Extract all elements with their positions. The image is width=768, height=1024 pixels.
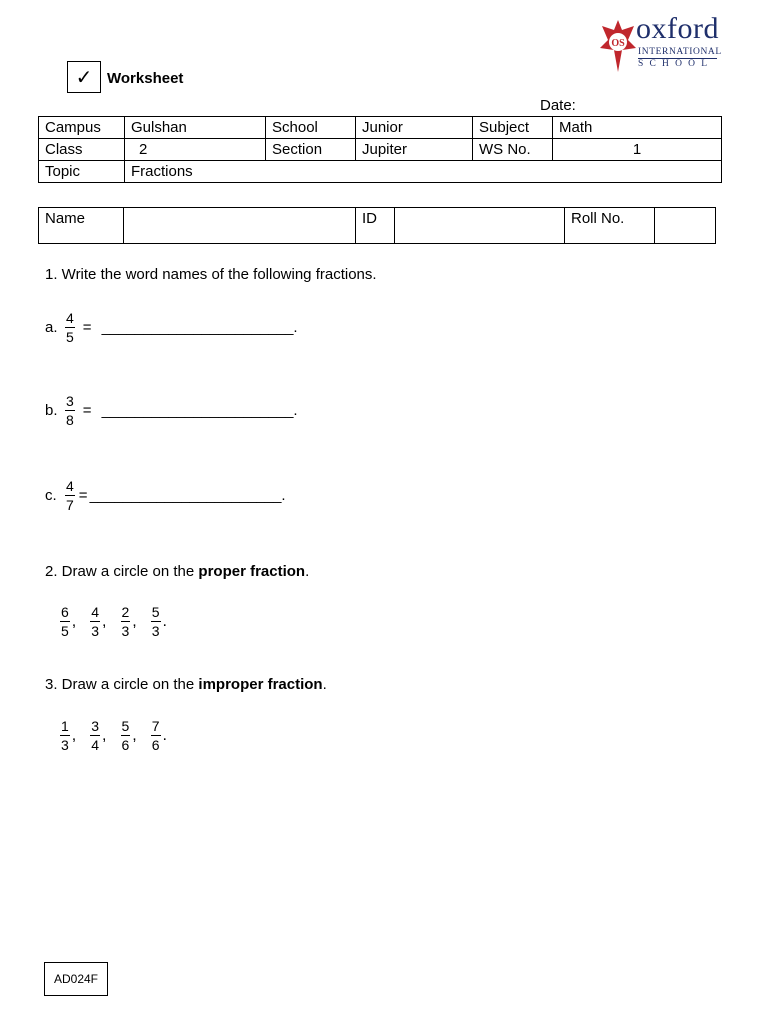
fraction[interactable] [151, 718, 161, 753]
question-3-text [45, 676, 327, 693]
separator: , [71, 612, 77, 630]
fraction[interactable] [121, 604, 131, 639]
cell-topic-label: Topic [39, 161, 125, 183]
fraction[interactable] [60, 604, 70, 639]
separator: , [132, 726, 137, 744]
denominator: 5 [61, 623, 69, 639]
logo-line-school: SCHOOL [638, 59, 714, 69]
table-row [39, 161, 722, 183]
fraction[interactable] [90, 604, 100, 639]
name-label: Name [39, 208, 124, 244]
fraction [65, 478, 75, 513]
denominator: 3 [61, 737, 69, 753]
separator: , [102, 612, 107, 630]
cell-wsno-label: WS No. [473, 139, 553, 161]
name-field[interactable] [124, 208, 356, 244]
cell-school-value: Junior [356, 117, 473, 139]
separator: , [71, 726, 77, 744]
cell-topic-value: Fractions [125, 161, 722, 183]
logo-wordmark: oxford [636, 12, 719, 45]
roll-no-label: Roll No. [565, 208, 655, 244]
numerator: 5 [151, 604, 160, 620]
cell-section-value: Jupiter [356, 139, 473, 161]
table-row [39, 117, 722, 139]
equals-sign: = [82, 319, 92, 336]
denominator: 8 [66, 412, 74, 428]
q2-fraction-list [60, 604, 167, 639]
equals-sign: = [78, 487, 88, 504]
fraction[interactable] [60, 718, 70, 753]
student-info-table [38, 207, 716, 244]
denominator: 3 [151, 623, 160, 639]
q3-fraction-list [60, 718, 167, 753]
fraction[interactable] [90, 718, 100, 753]
q3-prefix: 3. Draw a circle on the [45, 676, 199, 693]
school-crest-icon [598, 18, 638, 74]
q1-item-c [45, 478, 286, 513]
answer-blank[interactable]: _______________________. [101, 402, 298, 419]
denominator: 7 [66, 497, 74, 513]
cell-subject-label: Subject [473, 117, 553, 139]
numerator: 3 [66, 393, 74, 409]
denominator: 6 [151, 737, 160, 753]
q1-item-a [45, 310, 298, 345]
denominator: 3 [121, 623, 130, 639]
numerator: 3 [91, 718, 100, 734]
numerator: 4 [91, 604, 100, 620]
end-period: . [162, 726, 167, 744]
numerator: 2 [121, 604, 130, 620]
cell-class-label: Class [39, 139, 125, 161]
numerator: 5 [121, 718, 130, 734]
cell-subject-value: Math [553, 117, 722, 139]
question-2-text [45, 563, 309, 580]
info-table [38, 116, 722, 183]
numerator: 7 [151, 718, 160, 734]
table-row [39, 139, 722, 161]
document-code: AD024F [44, 962, 108, 996]
separator: , [132, 612, 137, 630]
crest-letters: OS [611, 38, 625, 49]
question-1-text: 1. Write the word names of the following fractions. [45, 266, 377, 283]
fraction[interactable] [121, 718, 131, 753]
date-label: Date: [540, 97, 576, 114]
q3-bold: improper fraction [198, 676, 323, 693]
fraction [65, 393, 75, 428]
denominator: 3 [91, 623, 100, 639]
q3-suffix: . [322, 676, 327, 693]
cell-section-label: Section [266, 139, 356, 161]
equals-sign: = [82, 402, 92, 419]
numerator: 4 [66, 310, 74, 326]
denominator: 6 [121, 737, 130, 753]
denominator: 4 [91, 737, 100, 753]
separator: , [102, 726, 107, 744]
id-label: ID [356, 208, 395, 244]
q2-bold: proper fraction [198, 563, 306, 580]
item-label: c. [45, 487, 57, 504]
q2-suffix: . [305, 563, 310, 580]
q2-prefix: 2. Draw a circle on the [45, 563, 199, 580]
check-icon: ✓ [75, 66, 93, 89]
roll-no-field[interactable] [655, 208, 716, 244]
checkbox[interactable] [67, 61, 101, 93]
fraction [65, 310, 75, 345]
school-logo [598, 12, 723, 74]
cell-wsno-value: 1 [553, 139, 722, 161]
cell-class-value: 2 [125, 139, 266, 161]
cell-school-label: School [266, 117, 356, 139]
numerator: 1 [61, 718, 69, 734]
cell-campus-label: Campus [39, 117, 125, 139]
item-label: b. [45, 402, 58, 419]
answer-blank[interactable]: _______________________. [101, 319, 298, 336]
table-row [39, 208, 716, 244]
answer-blank[interactable]: _______________________. [89, 487, 286, 504]
worksheet-title: Worksheet [107, 70, 184, 87]
denominator: 5 [66, 329, 74, 345]
cell-campus-value: Gulshan [125, 117, 266, 139]
fraction[interactable] [151, 604, 161, 639]
numerator: 6 [61, 604, 69, 620]
item-label: a. [45, 319, 58, 336]
end-period: . [162, 612, 167, 630]
q1-item-b [45, 393, 298, 428]
logo-line-international: INTERNATIONAL [638, 47, 722, 57]
numerator: 4 [66, 478, 74, 494]
id-field[interactable] [395, 208, 565, 244]
